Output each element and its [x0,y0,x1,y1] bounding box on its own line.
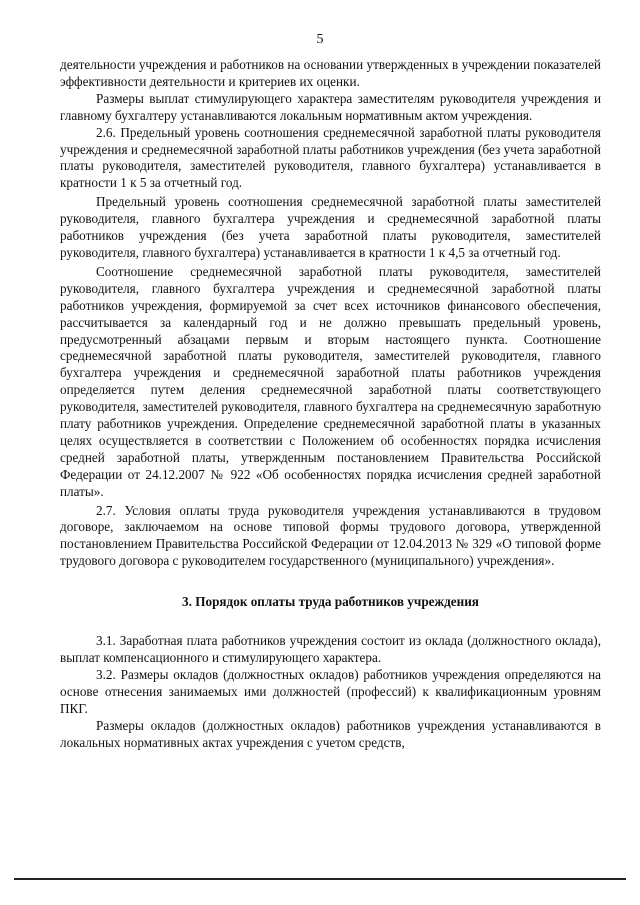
page-number: 5 [316,32,324,47]
paragraph-3-1: 3.1. Заработная плата работников учреждения состоит из оклада (должностного оклада), выплат компенсационного и стимулирующего характера. [60,633,601,665]
paragraph-3-2: 3.2. Размеры окладов (должностных окладов) работников учреждения определяются на основе отнесения занимаемых ими должностей (профессий) к квалификационным уровням ПКГ. [60,666,601,716]
paragraph-salary-sizes: Размеры окладов (должностных окладов) работников учреждения устанавливаются в локальных нормативных актах учреждения с учетом средств, [60,717,601,750]
section-heading: 3. Порядок оплаты труда работников учреждения [182,594,479,610]
paragraph-deputy-bonuses: Размеры выплат стимулирующего характера заместителям руководителя учреждения и главному бухгалтеру устанавливаются локальным нормативным актом учреждения. [60,90,601,123]
paragraph-continuation: деятельности учреждения и работников на основании утвержденных в учреждении показателей эффективности деятельности и критериев их оценки. [60,57,601,89]
paragraph-ratio-calculation: Соотношение среднемесячной заработной платы руководителя, заместителей руководителя, главного бухгалтера учреждения и среднемесячной заработной платы работников учреждения, формируемой за счет всех источников финансового обеспечения, рассчитывается за календарный год и не должно превышать предельный уровень, предусмотренный абзацами первым и вторым настоящего пункта. Соотношение среднемесячной заработной платы руководителя, заместителей руководителя, главного бухгалтера учреждения и среднемесячной заработной платы работников учреждения определяется путем деления среднемесячной заработной платы соответствующего руководителя, заместителей руководителя, главного бухгалтера на среднемесячную заработную плату работников учреждения. Определение среднемесячной заработной платы в указанных целях осуществляется в соответствии с Положением об особенностях порядка исчисления средней заработной платы, утвержденным постановлением Правительства Российской Федерации от 24.12.2007 № 922 «Об особенностях порядка исчисления средней заработной платы». [60,263,601,499]
document-body [60,57,601,751]
page-bottom-rule [14,878,626,880]
paragraph-2-7: 2.7. Условия оплаты труда руководителя учреждения устанавливаются в трудовом договоре, заключаемом на основе типовой формы трудового договора, утвержденной постановлением Правительства Российской Федерации от 12.04.2013 № 329 «О типовой форме трудового договора с руководителем государственного (муниципального) учреждения». [60,502,601,569]
paragraph-limit-deputies: Предельный уровень соотношения среднемесячной заработной платы заместителей руководителя, главного бухгалтера учреждения и среднемесячной заработной платы работников учреждения (без учета заработной платы руководителя, заместителей руководителя, главного бухгалтера) устанавливается в кратности 1 к 4,5 за отчетный год. [60,194,601,260]
paragraph-2-6: 2.6. Предельный уровень соотношения среднемесячной заработной платы руководителя учреждения и среднемесячной заработной платы работников учреждения (без учета заработной платы руководителя, заместителей руководителя, главного бухгалтера) устанавливается в кратности 1 к 5 за отчетный год. [60,124,601,191]
